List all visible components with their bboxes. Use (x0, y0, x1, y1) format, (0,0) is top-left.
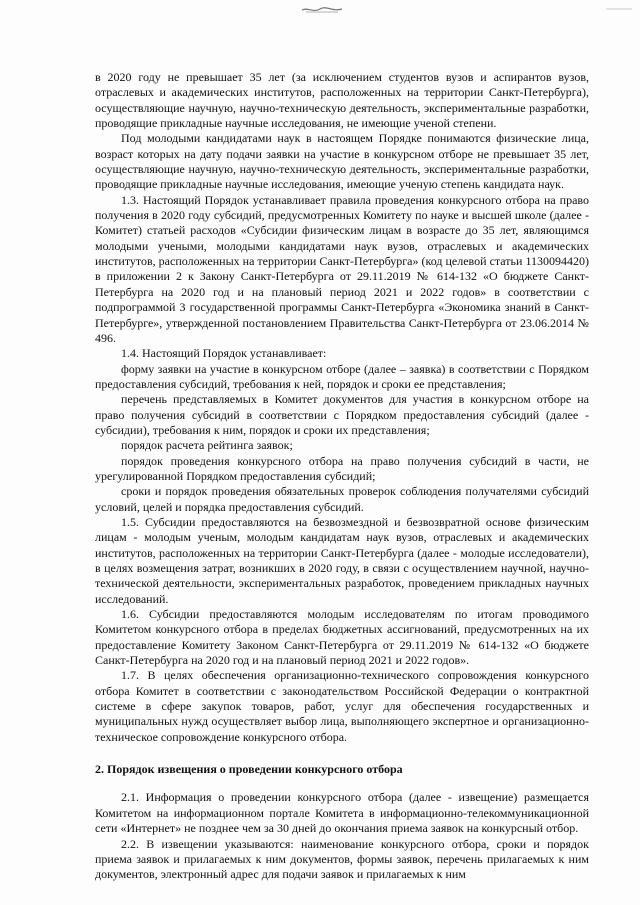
paragraph: форму заявки на участие в конкурсном отборе (далее – заявка) в соответствии с Порядком предоставления субсидий, требования к ней, порядок и сроки ее представления; (95, 361, 589, 391)
paragraph: 2.1. Информация о проведении конкурсного отбора (далее - извещение) размещается Комитетом на информационном портале Комитета в информационно-телекоммуникационной сети «Интернет» не позднее чем за 30 дней до окончания приема заявок на конкурсный отбор. (95, 790, 589, 836)
paragraph: сроки и порядок проведения обязательных проверок соблюдения получателями субсидий условий, целей и порядка предоставления субсидий. (95, 484, 589, 514)
paragraph: 1.7. В целях обеспечения организационно-технического сопровождения конкурсного отбора Комитет в соответствии с законодательством Российской Федерации о контрактной системе в сфере закупок товаров, работ, услуг для обеспечения государственных и муниципальных нужд осуществляет выбор лица, выполняющего экспертное и организационно-техническое сопровождение конкурсного отбора. (95, 668, 589, 744)
corner-mark-icon (604, 6, 634, 12)
scan-mark-icon (300, 6, 344, 14)
paragraph: порядок расчета рейтинга заявок; (121, 438, 293, 453)
paragraph: 1.6. Субсидии предоставляются молодым исследователям по итогам проводимого Комитетом конкурсного отбора в пределах бюджетных ассигнований, предусмотренных на их предоставление Комитету Законом Санкт-Петербурга от 29.11.2019 № 614-132 «О бюджете Санкт-Петербурга на 2020 год и на плановый период 2021 и 2022 годов». (95, 607, 589, 668)
paragraph: перечень представляемых в Комитет документов для участия в конкурсном отборе на право получения субсидий в соответствии с Порядком предоставления субсидий (далее - субсидии), требования к ним, порядок и сроки их представления; (95, 392, 589, 437)
paragraph: 1.4. Настоящий Порядок устанавливает: (121, 346, 327, 361)
paragraph: порядок проведения конкурсного отбора на право получения субсидий в части, не урегулированной Порядком предоставления субсидий; (95, 453, 589, 483)
section-heading: 2. Порядок извещения о проведении конкурсного отбора (95, 762, 403, 777)
paragraph: 1.3. Настоящий Порядок устанавливает правила проведения конкурсного отбора на право получения в 2020 году субсидий, предусмотренных Комитету по науке и высшей школе (далее - Комитет) статьей расходов «Субсидии физическим лицам в возрасте до 35 лет, являющимся молодыми учеными, молодыми кандидатами наук вузов, отраслевых и академических институтов, расположенных на территории Санкт-Петербурга» (код целевой статьи 1130094420) в приложении 2 к Закону Санкт-Петербурга от 29.11.2019 № 614-132 «О бюджете Санкт-Петербурга на 2020 год и на плановый период 2021 и 2022 годов» в соответствии с подпрограммой 3 государственной программы Санкт-Петербурга «Экономика знаний в Санкт-Петербурге», утвержденной постановлением Правительства Санкт-Петербурга от 23.06.2014 № 496. (95, 192, 589, 345)
document-body (95, 70, 589, 883)
paragraph: Под молодыми кандидатами наук в настоящем Порядке понимаются физические лица, возраст которых на дату подачи заявки на участие в конкурсном отборе не превышает 35 лет, осуществляющие научную, научно-техническую деятельность, экспериментальные разработки, проводящие прикладные научные исследования, имеющие ученую степень кандидата наук. (95, 131, 589, 192)
paragraph: 2.2. В извещении указываются: наименование конкурсного отбора, сроки и порядок приема заявок и прилагаемых к ним документов, формы заявок, перечень прилагаемых к ним документов, электронный адрес для подачи заявок и прилагаемых к ним (95, 836, 589, 882)
paragraph: в 2020 году не превышает 35 лет (за исключением студентов вузов и аспирантов вузов, отраслевых и академических институтов, расположенных на территории Санкт-Петербурга), осуществляющие научную, научно-техническую деятельность, экспериментальные разработки, проводящие прикладные научные исследования, не имеющие ученой степени. (95, 70, 589, 131)
paragraph: 1.5. Субсидии предоставляются на безвозмездной и безвозвратной основе физическим лицам - молодым ученым, молодым кандидатам наук вузов, отраслевых и академических институтов, расположенных на территории Санкт-Петербурга (далее - молодые исследователи), в целях возмещения затрат, возникших в 2020 году, в связи с осуществлением научной, научно-технической деятельности, экспериментальных разработок, проведением прикладных научных исследований. (95, 514, 589, 606)
